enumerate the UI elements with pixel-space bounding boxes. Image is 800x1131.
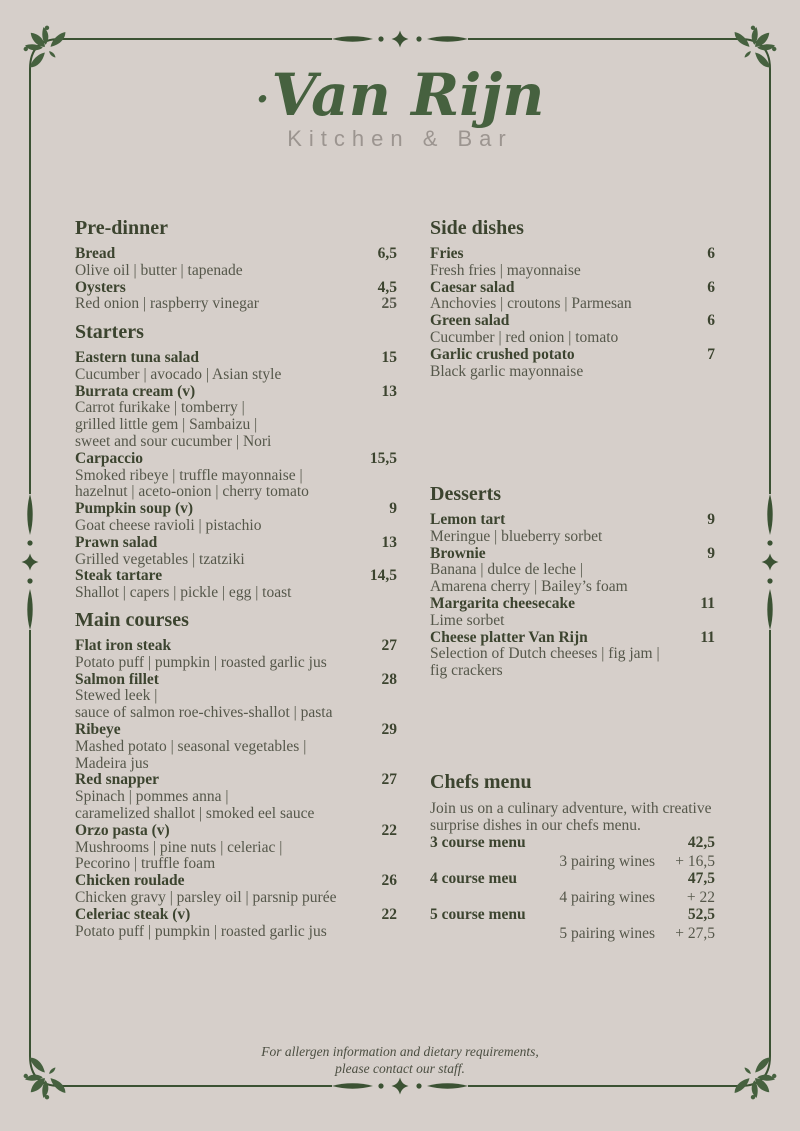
menu-item	[75, 907, 397, 924]
section-pre-dinner	[75, 218, 397, 313]
item-desc	[75, 434, 397, 451]
item-name: Bread	[75, 245, 116, 262]
desc-line: Goat cheese ravioli | pistachio	[75, 516, 262, 534]
item-price: 4,5	[377, 278, 397, 296]
item-desc	[430, 579, 715, 596]
item-desc	[75, 400, 397, 417]
item-desc	[430, 263, 715, 280]
item-price: 6,5	[377, 245, 397, 262]
chefs-option-pairing	[430, 853, 715, 871]
desc-line: Cucumber | avocado | Asian style	[75, 365, 282, 383]
brand-header	[0, 61, 800, 152]
item-name: Margarita cheesecake	[430, 594, 576, 612]
item-name: Salmon fillet	[75, 670, 159, 688]
item-price: 27	[381, 637, 397, 654]
desc-line: Banana | dulce de leche |	[430, 561, 583, 579]
section-title: Side dishes	[430, 217, 524, 239]
menu-item	[75, 823, 397, 840]
desc-line: Fresh fries | mayonnaise	[430, 261, 581, 279]
desc-line: Carrot furikake | tomberry |	[75, 399, 245, 417]
item-desc	[75, 552, 397, 569]
allergen-note	[0, 1043, 800, 1077]
item-name: Ribeye	[75, 720, 121, 738]
desc-line: Mashed potato | seasonal vegetables |	[75, 737, 307, 755]
allergen-note-line: For allergen information and dietary requirements,	[261, 1044, 539, 1059]
desc-line: Shallot | capers | pickle | egg | toast	[75, 584, 292, 602]
desc-line: Mushrooms | pine nuts | celeriac |	[75, 838, 283, 856]
item-name: Eastern tuna salad	[75, 349, 200, 366]
item-price: 15	[381, 349, 397, 366]
item-name: Steak tartare	[75, 567, 163, 585]
menu-item	[75, 638, 397, 655]
item-price: 13	[381, 533, 397, 551]
menu-item	[75, 535, 397, 552]
item-name: Flat iron steak	[75, 637, 172, 654]
menu-item	[75, 501, 397, 518]
item-name: Burrata cream (v)	[75, 382, 196, 400]
chefs-option	[430, 906, 715, 925]
desc-line: Chicken gravy | parsley oil | parsnip purée	[75, 888, 337, 906]
menu-item	[75, 772, 397, 789]
item-name: Carpaccio	[75, 449, 144, 467]
item-price: 22	[381, 905, 397, 923]
menu-item	[75, 451, 397, 468]
menu-item	[430, 546, 715, 563]
item-desc	[75, 468, 397, 485]
chefs-intro-line: Join us on a culinary adventure, with creative	[430, 800, 712, 817]
item-name: Prawn salad	[75, 533, 158, 551]
item-name: Celeriac steak (v)	[75, 905, 191, 923]
desc-line: Red onion | raspberry vinegar	[75, 295, 259, 313]
item-desc	[430, 663, 715, 680]
desc-line: sweet and sour cucumber | Nori	[75, 432, 272, 450]
allergen-note-line: please contact our staff.	[335, 1061, 465, 1076]
item-desc	[75, 688, 397, 705]
pairing-label: 4 pairing wines	[559, 888, 655, 906]
menu-item	[430, 347, 715, 364]
pairing-price: + 27,5	[675, 924, 715, 942]
item-price: 27	[381, 771, 397, 789]
chefs-intro-line: surprise dishes in our chefs menu.	[430, 817, 641, 834]
desc-line: Lime sorbet	[430, 611, 505, 629]
item-desc	[75, 806, 397, 823]
desc-line: Anchovies | croutons | Parmesan	[430, 295, 632, 313]
section-title: Desserts	[430, 483, 502, 505]
desc-line: Stewed leek |	[75, 687, 158, 705]
chefs-option-pairing	[430, 925, 715, 943]
item-desc	[430, 613, 715, 630]
item-name: Fries	[430, 245, 464, 262]
section-starters	[75, 322, 397, 602]
item-price: 11	[700, 594, 715, 612]
section-desserts	[430, 484, 715, 680]
desc-line: Black garlic mayonnaise	[430, 362, 584, 380]
item-price: 13	[381, 382, 397, 400]
chefs-option	[430, 870, 715, 889]
item-name: Lemon tart	[430, 511, 506, 528]
item-desc	[430, 562, 715, 579]
menu-item	[430, 630, 715, 647]
item-desc	[75, 263, 397, 280]
item-desc	[75, 840, 397, 857]
menu-item	[430, 512, 715, 529]
item-desc	[430, 529, 715, 546]
item-desc	[75, 518, 397, 535]
menu-item	[75, 384, 397, 401]
item-name: Garlic crushed potato	[430, 345, 575, 363]
item-price: 42,5	[687, 834, 715, 851]
menu-item	[75, 280, 397, 297]
logo-dot: ·	[255, 76, 270, 123]
menu-item	[75, 873, 397, 890]
desc-line: Pecorino | truffle foam	[75, 855, 216, 873]
section-title: Starters	[75, 321, 144, 343]
item-price: 47,5	[687, 870, 715, 887]
pairing-label: 5 pairing wines	[559, 924, 655, 942]
desc-line: hazelnut | aceto-onion | cherry tomato	[75, 483, 309, 501]
menu-item	[430, 313, 715, 330]
item-desc	[75, 585, 397, 602]
item-price: 15,5	[369, 449, 397, 467]
chefs-option-pairing	[430, 889, 715, 907]
section-main-courses	[75, 610, 397, 940]
item-desc	[75, 417, 397, 434]
menu-item	[430, 280, 715, 297]
item-desc	[75, 890, 397, 907]
menu-item	[75, 672, 397, 689]
item-desc	[75, 856, 397, 873]
item-price: 7	[707, 345, 715, 363]
item-name: Red snapper	[75, 771, 159, 789]
desc-line: Madeira jus	[75, 754, 149, 772]
menu-item	[430, 246, 715, 263]
item-name: 3 course menu	[430, 834, 526, 851]
menu-item	[75, 246, 397, 263]
pairing-price: + 16,5	[675, 852, 715, 870]
brand-logo	[0, 61, 800, 129]
item-secondary-price: 25	[381, 295, 397, 313]
brand-name: Van Rijn	[271, 61, 545, 129]
menu-item	[75, 568, 397, 585]
section-side-dishes	[430, 218, 715, 380]
item-price: 6	[707, 245, 715, 262]
item-name: Green salad	[430, 312, 510, 330]
item-price: 28	[381, 670, 397, 688]
item-desc	[75, 655, 397, 672]
desc-line: Cucumber | red onion | tomato	[430, 328, 619, 346]
item-price: 52,5	[687, 906, 715, 923]
item-name: 5 course menu	[430, 906, 526, 923]
desc-line: Potato puff | pumpkin | roasted garlic jus	[75, 922, 327, 940]
desc-line: grilled little gem | Sambaizu |	[75, 416, 258, 434]
pairing-label: 3 pairing wines	[559, 852, 655, 870]
item-name: Orzo pasta (v)	[75, 821, 170, 839]
desc-line: Selection of Dutch cheeses | fig jam |	[430, 645, 660, 663]
item-name: Cheese platter Van Rijn	[430, 628, 588, 646]
item-desc	[75, 705, 397, 722]
chefs-option	[430, 834, 715, 853]
item-desc	[430, 296, 715, 313]
item-price: 26	[381, 872, 397, 890]
item-desc	[75, 484, 397, 501]
item-price: 14,5	[369, 567, 397, 585]
desc-line: Meringue | blueberry sorbet	[430, 527, 603, 545]
desc-line: Olive oil | butter | tapenade	[75, 261, 243, 279]
section-title: Main courses	[75, 609, 189, 631]
item-name: Pumpkin soup (v)	[75, 500, 194, 518]
item-price: 9	[389, 500, 397, 518]
item-desc	[75, 789, 397, 806]
desc-line: Smoked ribeye | truffle mayonnaise |	[75, 466, 303, 484]
section-title: Chefs menu	[430, 771, 532, 793]
section-title: Pre-dinner	[75, 217, 168, 239]
item-price: 29	[381, 720, 397, 738]
desc-line: caramelized shallot | smoked eel sauce	[75, 804, 315, 822]
item-desc	[75, 367, 397, 384]
item-name: Chicken roulade	[75, 872, 185, 890]
desc-line: Grilled vegetables | tzatziki	[75, 550, 245, 568]
menu-item	[75, 722, 397, 739]
desc-line: fig crackers	[430, 662, 503, 680]
item-desc	[75, 296, 397, 313]
item-name: Oysters	[75, 278, 126, 296]
pairing-price: + 22	[686, 888, 715, 906]
item-price: 22	[381, 821, 397, 839]
menu-item	[75, 350, 397, 367]
item-desc	[75, 756, 397, 773]
item-name: Caesar salad	[430, 278, 515, 296]
item-name: 4 course meu	[430, 870, 517, 887]
item-price: 9	[707, 544, 715, 562]
item-desc	[75, 739, 397, 756]
item-price: 6	[707, 278, 715, 296]
desc-line: Spinach | pommes anna |	[75, 788, 229, 806]
menu-item	[430, 596, 715, 613]
item-desc	[430, 330, 715, 347]
item-desc	[75, 924, 397, 941]
brand-tagline: Kitchen & Bar	[287, 126, 513, 151]
desc-line: Amarena cherry | Bailey’s foam	[430, 578, 628, 596]
item-price: 9	[707, 511, 715, 528]
desc-line: Potato puff | pumpkin | roasted garlic jus	[75, 653, 327, 671]
item-desc	[430, 646, 715, 663]
item-desc	[430, 364, 715, 381]
item-price: 11	[700, 628, 715, 646]
desc-line: sauce of salmon roe-chives-shallot | pasta	[75, 704, 333, 722]
item-name: Brownie	[430, 544, 486, 562]
item-price: 6	[707, 312, 715, 330]
section-chefs-menu	[430, 772, 715, 942]
